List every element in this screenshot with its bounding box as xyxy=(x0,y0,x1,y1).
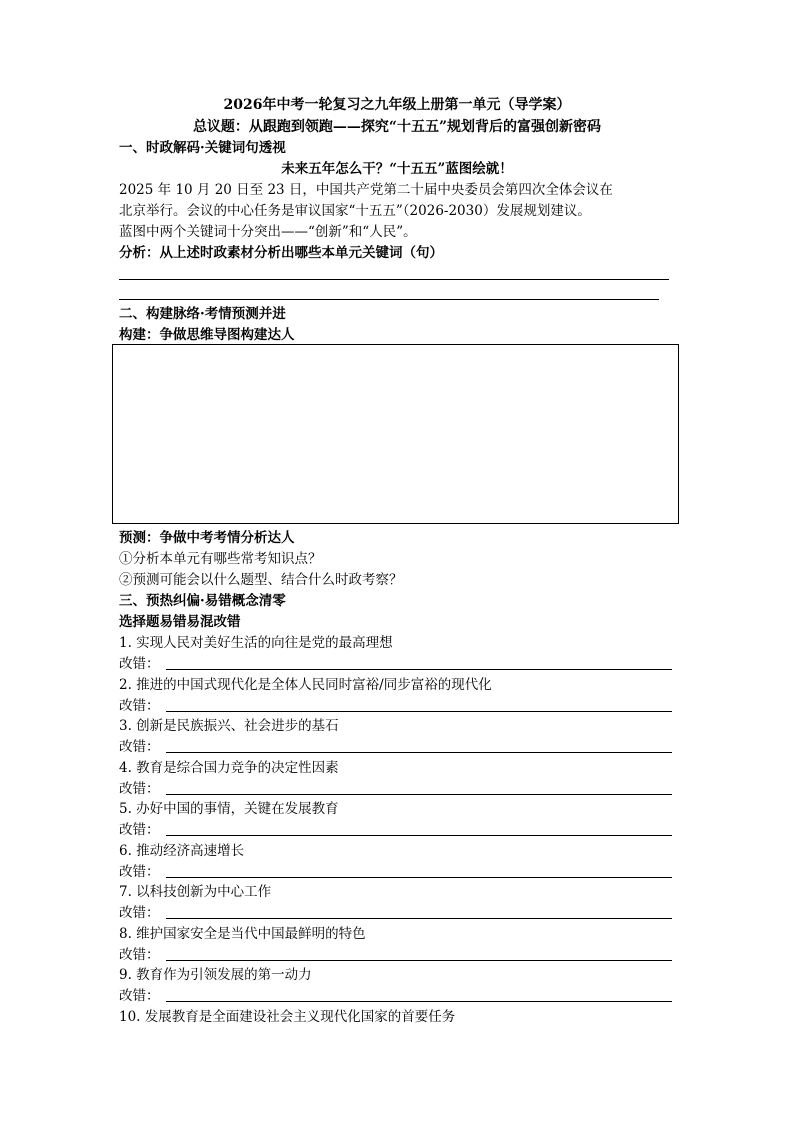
error-item: 5. 办好中国的事情，关键在发展教育 xyxy=(119,801,339,817)
correction-line[interactable] xyxy=(166,669,672,670)
error-item: 1. 实现人民对美好生活的向往是党的最高理想 xyxy=(119,635,393,651)
predict-prompt: 预测：争做中考考情分析达人 xyxy=(119,530,295,546)
news-para-line-2: 北京举行。会议的中心任务是审议国家“十五五”（2026-2030）发展规划建议。 xyxy=(119,203,591,219)
error-item: 3. 创新是民族振兴、社会进步的基石 xyxy=(119,718,339,734)
analysis-prompt: 分析：从上述时政素材分析出哪些本单元关键词（句） xyxy=(119,245,443,261)
error-item: 8. 维护国家安全是当代中国最鲜明的特色 xyxy=(119,926,366,942)
correction-label: 改错： xyxy=(119,988,160,1004)
error-item: 7. 以科技创新为中心工作 xyxy=(119,884,272,900)
correction-line[interactable] xyxy=(166,794,672,795)
correction-label: 改错： xyxy=(119,656,160,672)
correction-label: 改错： xyxy=(119,698,160,714)
error-item: 10. 发展教育是全面建设社会主义现代化国家的首要任务 xyxy=(119,1009,456,1025)
news-para-line-3: 蓝图中两个关键词十分突出——“创新”和“人民”。 xyxy=(119,224,417,240)
news-para-line-1: 2025 年 10 月 20 日至 23 日，中国共产党第二十届中央委员会第四次全体会议在 xyxy=(119,182,613,198)
section3-heading: 三、预热纠偏·易错概念清零 xyxy=(119,593,286,609)
topic-line: 总议题：从跟跑到领跑——探究“十五五”规划背后的富强创新密码 xyxy=(192,119,602,135)
correction-line[interactable] xyxy=(166,877,672,878)
error-item: 6. 推动经济高速增长 xyxy=(119,843,245,859)
answer-line-1[interactable] xyxy=(119,279,669,280)
correction-label: 改错： xyxy=(119,947,160,963)
correction-label: 改错： xyxy=(119,864,160,880)
correction-line[interactable] xyxy=(166,918,672,919)
mind-map-box[interactable] xyxy=(112,344,679,524)
correction-line[interactable] xyxy=(166,752,672,753)
error-item: 9. 教育作为引领发展的第一动力 xyxy=(119,967,312,983)
section2-heading: 二、构建脉络·考情预测并进 xyxy=(119,306,286,322)
correction-line[interactable] xyxy=(166,711,672,712)
correction-label: 改错： xyxy=(119,905,160,921)
correction-label: 改错： xyxy=(119,781,160,797)
section3-subheading: 选择题易错易混改错 xyxy=(119,614,241,630)
correction-label: 改错： xyxy=(119,739,160,755)
error-item: 2. 推进的中国式现代化是全体人民同时富裕/同步富裕的现代化 xyxy=(119,677,492,693)
error-item: 4. 教育是综合国力竞争的决定性因素 xyxy=(119,760,339,776)
section1-subheading: 未来五年怎么干？“十五五”蓝图绘就！ xyxy=(281,161,513,177)
build-prompt: 构建：争做思维导图构建达人 xyxy=(119,327,295,343)
predict-question-1: ①分析本单元有哪些常考知识点？ xyxy=(119,551,322,567)
correction-label: 改错： xyxy=(119,822,160,838)
correction-line[interactable] xyxy=(166,835,672,836)
predict-question-2: ②预测可能会以什么题型、结合什么时政考察？ xyxy=(119,572,403,588)
section1-heading: 一、时政解码·关键词句透视 xyxy=(119,140,286,156)
page-title: 2026年中考一轮复习之九年级上册第一单元（导学案） xyxy=(223,97,571,113)
answer-line-2[interactable] xyxy=(119,299,659,300)
correction-line[interactable] xyxy=(166,960,672,961)
correction-line[interactable] xyxy=(166,1001,672,1002)
